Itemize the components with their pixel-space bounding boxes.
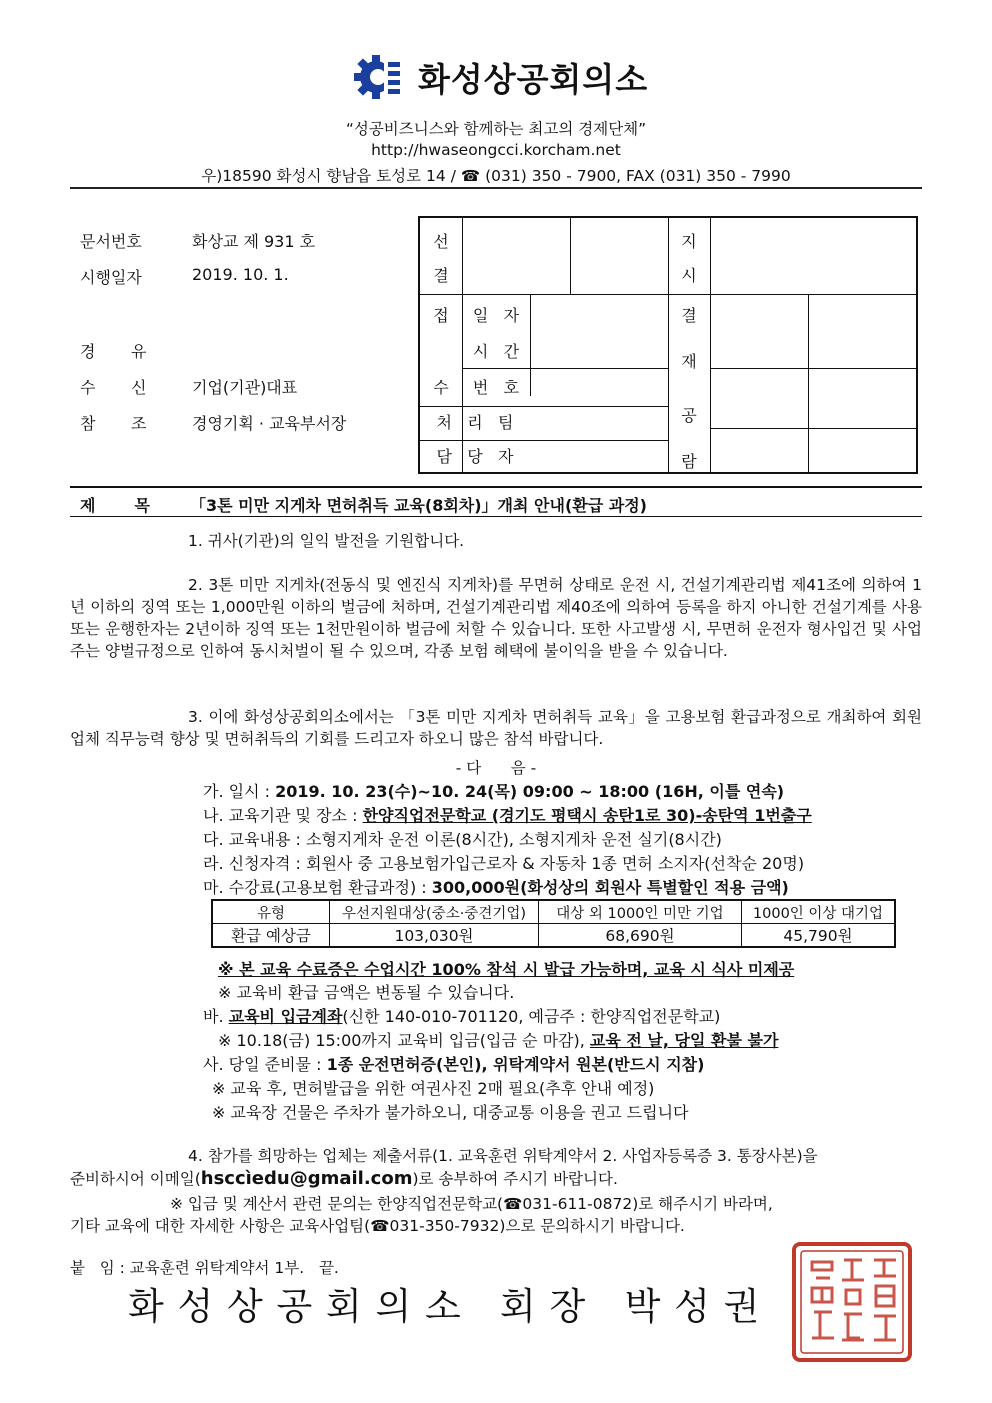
doc-no-label: 문서번호: [80, 232, 142, 251]
paragraph-4-text: 준비하시어 이메일(: [70, 1170, 201, 1188]
inquiry-text: ※ 입금 및 계산서 관련 문의는 한양직업전문학교(: [170, 1195, 504, 1213]
item-ba: [203, 1004, 720, 1027]
grid-line: [570, 218, 571, 294]
phone-icon: ☎: [370, 1217, 390, 1235]
inquiry-text-2: 기타 교육에 대한 자세한 사항은 교육사업팀(: [70, 1217, 371, 1235]
reference-value: 경영기획 · 교육부서장: [192, 414, 347, 433]
item-sa-value: 1종 운전면허증(본인), 위탁계약서 원본(반드시 지참): [326, 1055, 705, 1074]
item-na-value: 한양직업전문학교 (경기도 평택시 송탄1로 30)-송탄역 1번출구: [362, 806, 812, 825]
approval-label-date: 일 자: [472, 306, 520, 325]
table-row: [212, 900, 895, 924]
item-sa: [203, 1052, 704, 1075]
phone-fax-text: (031) 350 - 7900, FAX (031) 350 - 7990: [480, 167, 791, 185]
approval-label-gong: 공: [681, 406, 697, 425]
refund-table: [211, 899, 896, 948]
approval-label-ram: 람: [681, 452, 697, 471]
official-seal-stamp: [790, 1240, 914, 1364]
approval-label-gyeol: 결: [433, 266, 449, 285]
paragraph-1: 1. 귀사(기관)의 일익 발전을 기원합니다.: [188, 532, 465, 550]
item-sa-label: 사. 당일 준비물 :: [203, 1055, 327, 1074]
grid-line: [420, 294, 916, 295]
item-da: 다. 교육내용 : 소형지게차 운전 이론(8시간), 소형지게차 운전 실기(8시간): [203, 830, 722, 849]
item-na-label: 나. 교육기관 및 장소 :: [203, 806, 363, 825]
inquiry-phone-1: 031-611-0872: [522, 1195, 633, 1213]
item-ma: [203, 875, 789, 898]
approval-label-person: 담 당 자: [436, 447, 514, 466]
approval-label-si: 시: [681, 266, 697, 285]
note-no-refund: 교육 전 날, 당일 환불 불가: [589, 1031, 779, 1050]
grid-line: [710, 218, 711, 472]
table-cell: 환급 예상금: [212, 924, 330, 948]
paragraph-3: 3. 이에 화성상공회의소에서는 「3톤 미만 지게차 면허취득 교육」을 고용보험 환급과정으로 개최하여 회원업체 직무능력 향상 및 면허취득의 기회를 드리고자 하오니 많은 참석 바랍니다.: [70, 708, 922, 748]
grid-line: [710, 428, 916, 429]
grid-line: [808, 294, 809, 472]
slogan: “성공비즈니스와 함께하는 최고의 경제단체”: [345, 120, 647, 138]
paragraph-4-line1: 4. 참가를 희망하는 업체는 제출서류(1. 교육훈련 위탁계약서 2. 사업자등록증 3. 통장사본)을: [188, 1147, 818, 1165]
note-certificate: ※ 본 교육 수료증은 수업시간 100% 참석 시 발급 가능하며, 교육 시 식사 미제공: [218, 960, 795, 979]
item-na: [203, 803, 812, 826]
date-value: 2019. 10. 1.: [192, 265, 289, 284]
doc-no: 화상교 제 931 호: [192, 232, 316, 251]
approval-label-jeop: 접: [433, 306, 449, 325]
grid-line: [420, 440, 668, 441]
paragraph-4-line2: [70, 1167, 618, 1189]
note-deadline-text: ※ 10.18(금) 15:00까지 교육비 입금(입금 순 마감),: [218, 1031, 590, 1050]
item-ra: 라. 신청자격 : 회원사 중 고용보험가입근로자 & 자동차 1종 면허 소지자(선착순 20명): [203, 854, 805, 873]
website-url[interactable]: http://hwaseongcci.korcham.net: [371, 141, 621, 159]
subject-text: 「3톤 미만 지게차 면허취득 교육(8회차)」개최 안내(환급 과정): [190, 496, 647, 515]
item-ga-value: 2019. 10. 23(수)~10. 24(목) 09:00 ~ 18:00 (16H, 이틀 연속): [275, 782, 785, 801]
date-label: 시행일자: [80, 268, 142, 287]
inquiry-text-end: )로 해주시기 바라며,: [632, 1195, 773, 1213]
item-ma-value: 300,000원(화성상의 회원사 특별할인 적용 금액): [431, 878, 789, 897]
approval-label-team: 처 리 팀: [436, 413, 514, 432]
reference-label: 참 조: [80, 414, 147, 433]
approval-label-number: 번 호: [472, 378, 520, 397]
header-divider: [70, 187, 922, 189]
phone-icon: ☎: [460, 167, 481, 185]
subject-bottom-divider: [70, 516, 922, 517]
table-header: 유형: [212, 900, 330, 924]
inquiry-phone-2: 031-350-7932: [389, 1217, 500, 1235]
note-photo: ※ 교육 후, 면허발급을 위한 여권사진 2매 필요(추후 안내 예정): [212, 1079, 655, 1098]
item-ba-prefix: 바.: [203, 1007, 229, 1026]
table-row: [212, 924, 895, 948]
phone-icon: ☎: [503, 1195, 523, 1213]
via-label: 경 유: [80, 342, 147, 361]
subject-label: 제 목: [80, 496, 150, 515]
approval-table: [418, 216, 918, 474]
note-payment-deadline: [218, 1028, 778, 1051]
address-text: 우)18590 화성시 향남읍 토성로 14 /: [201, 167, 461, 185]
address-line: [0, 164, 992, 186]
table-cell: 45,790원: [742, 924, 896, 948]
item-ma-label: 마. 수강료(고용보험 환급과정) :: [203, 878, 432, 897]
table-header: 1000인 이상 대기업: [742, 900, 896, 924]
table-header: 우선지원대상(중소·중견기업): [330, 900, 539, 924]
organization-name: 화성상공회의소: [418, 59, 649, 99]
approval-label-time: 시 간: [472, 342, 520, 361]
signature-line: 화 성 상 공 회 의 소 회 장 박 성 권: [128, 1285, 761, 1328]
recipient-value: 기업(기관)대표: [192, 378, 298, 397]
da-eum-heading: - 다 음 -: [455, 759, 537, 777]
item-ga-label: 가. 일시 :: [203, 782, 276, 801]
grid-line: [668, 218, 669, 472]
approval-label-gyeol2: 결: [681, 306, 697, 325]
table-cell: 68,690원: [539, 924, 742, 948]
approval-label-su: 수: [433, 378, 449, 397]
grid-line: [530, 294, 531, 396]
letterhead-logo: [352, 52, 648, 102]
paragraph-4-text-end: )로 송부하여 주시기 바랍니다.: [412, 1170, 618, 1188]
contact-email[interactable]: hsccìedu@gmail.com: [200, 1168, 413, 1189]
inquiry-line2: [70, 1214, 685, 1236]
grid-line: [420, 406, 668, 407]
attachment-line: 붙 임 : 교육훈련 위탁계약서 1부. 끝.: [70, 1259, 339, 1277]
inquiry-text-2-end: )으로 문의하시기 바랍니다.: [499, 1217, 685, 1235]
approval-label-seon: 선: [433, 232, 449, 251]
grid-line: [710, 368, 916, 369]
inquiry-line1: [170, 1192, 773, 1214]
note-parking: ※ 교육장 건물은 주차가 불가하오니, 대중교통 이용을 권고 드립니다: [212, 1103, 689, 1122]
item-ba-value: (신한 140-010-701120, 예금주 : 한양직업전문학교): [342, 1007, 721, 1026]
table-cell: 103,030원: [330, 924, 539, 948]
recipient-label: 수 신: [80, 378, 147, 397]
approval-label-jae: 재: [681, 352, 697, 371]
table-header: 대상 외 1000인 미만 기업: [539, 900, 742, 924]
item-ga: [203, 779, 784, 802]
paragraph-2: 2. 3톤 미만 지게차(전동식 및 엔진식 지게차)를 무면허 상태로 운전 시, 건설기계관리법 제41조에 의하여 1년 이하의 징역 또는 1,000만원 이하의 벌금에 처하며, 건설기계관리법 제40조에 의하여 등록을 하지 아니한 건설기계를 사용 또는 운행한자는 2년이하 징역 또는 1천만원이하 벌금에 처할 수 있습니다. 또한 사고발생 시, 무면허 운전자 형사입건 및 사업주는 양벌규정으로 인하여 동시처벌이 될 수 있으며, 각종 보험 혜택에 불이익을 받을 수 있습니다.: [70, 576, 922, 660]
item-ba-label: 교육비 입금계좌: [228, 1007, 343, 1026]
subject-top-divider: [70, 486, 922, 488]
note-refund: ※ 교육비 환급 금액은 변동될 수 있습니다.: [218, 983, 515, 1002]
gear-logo-icon: [352, 52, 408, 102]
grid-line: [462, 368, 668, 369]
approval-label-ji: 지: [681, 232, 697, 251]
